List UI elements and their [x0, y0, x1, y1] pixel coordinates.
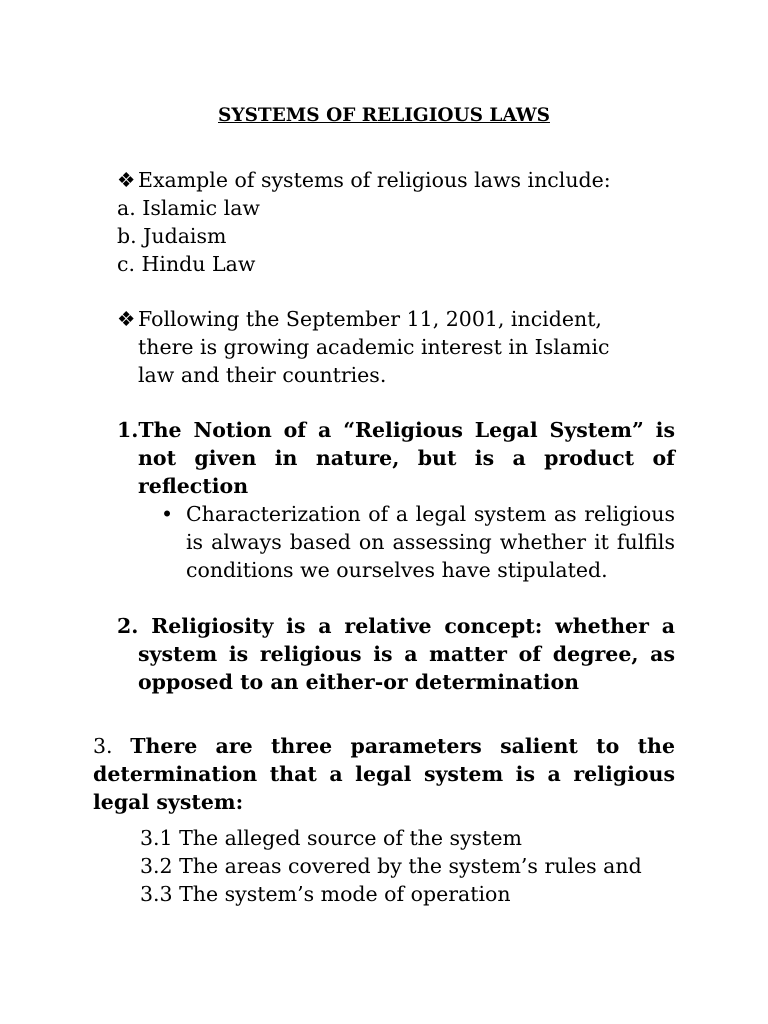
list-item: 3.1 The alleged source of the system: [140, 826, 522, 850]
examples-list: [117, 194, 260, 278]
sept11-line-2: there is growing academic interest in Islamic: [138, 335, 610, 359]
point-3-number: 3.: [93, 734, 113, 758]
point-3: [93, 732, 675, 816]
sept11-line-1: Following the September 11, 2001, incident,: [138, 307, 602, 331]
point-1-bullet: [161, 500, 675, 584]
examples-bullet: [117, 166, 611, 194]
point-3-heading: There are three parameters salient to the determination that a legal system is a religious legal system:: [93, 734, 675, 814]
point-3-list: [140, 824, 642, 908]
list-item: c. Hindu Law: [117, 252, 256, 276]
point-1-bullet-text: Characterization of a legal system as religious is always based on assessing whether it fulfils conditions we ourselves have stipulated.: [186, 502, 675, 582]
list-item: a. Islamic law: [117, 196, 260, 220]
examples-intro: Example of systems of religious laws include:: [138, 168, 611, 192]
point-2-heading-wrap: [117, 612, 675, 696]
sept11-bullet: [117, 305, 609, 389]
list-item: 3.2 The areas covered by the system’s rules and: [140, 854, 642, 878]
list-item: 3.3 The system’s mode of operation: [140, 882, 511, 906]
point-2-heading: 2. Religiosity is a relative concept: whether a system is religious is a matter of degree, as opposed to an either-or determination: [117, 614, 675, 694]
point-1-heading: 1.The Notion of a “Religious Legal System” is not given in nature, but is a product of reflection: [117, 418, 675, 498]
dot-bullet-icon: •: [161, 502, 174, 526]
page-title: SYSTEMS OF RELIGIOUS LAWS: [218, 105, 550, 126]
diamond-bullet-icon: ❖: [117, 307, 136, 331]
sept11-line-3: law and their countries.: [138, 363, 387, 387]
point-1-heading-wrap: [117, 416, 675, 500]
list-item: b. Judaism: [117, 224, 227, 248]
diamond-bullet-icon: ❖: [117, 168, 136, 192]
